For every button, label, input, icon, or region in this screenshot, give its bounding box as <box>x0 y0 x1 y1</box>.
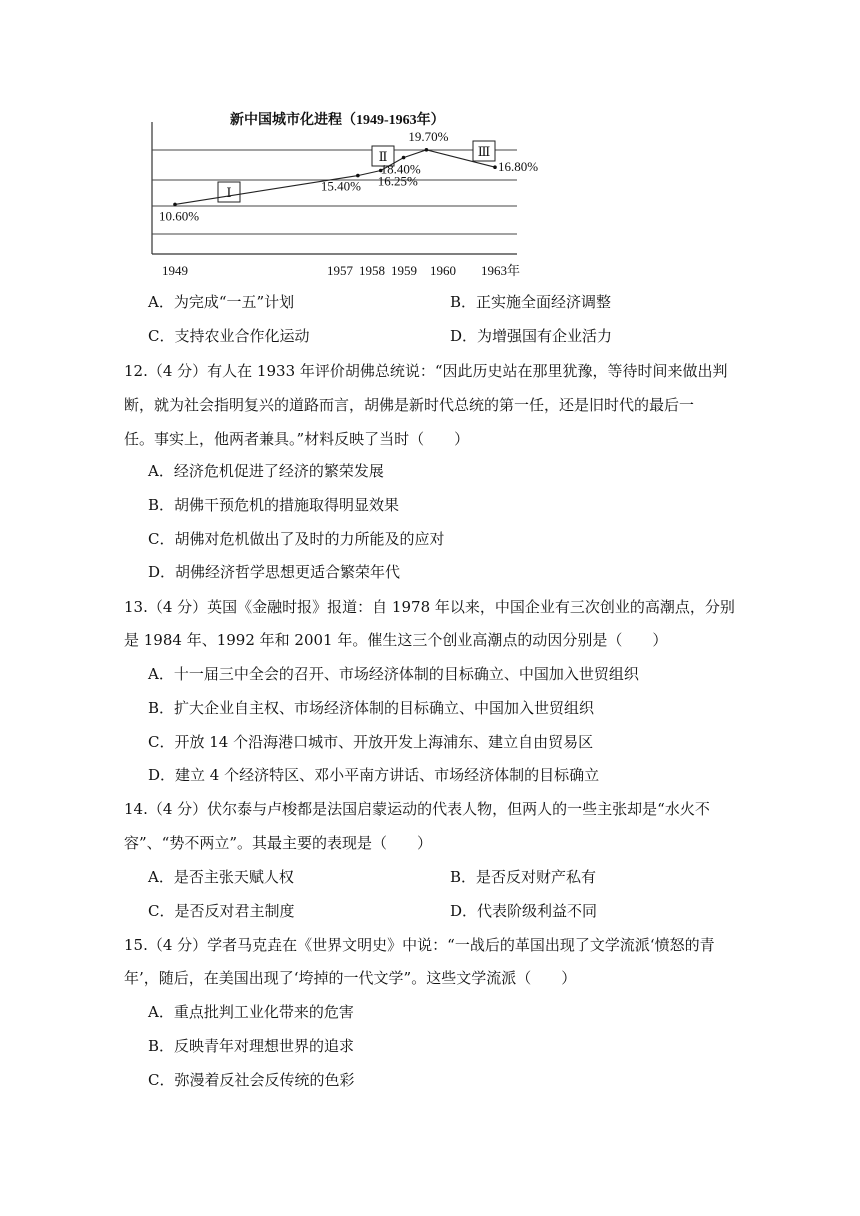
data-label-1957: 15.40% <box>320 178 361 194</box>
data-point-1960 <box>425 148 429 152</box>
q11-option-d: D．为增强国有企业活力 <box>450 327 613 345</box>
q12-stem-line1: 12.（4 分）有人在 1933 年评价胡佛总统说：“因此历史站在那里犹豫，等待时间来做出判 <box>124 362 728 380</box>
x-tick-1960: 1960 <box>430 263 456 278</box>
q14-option-b: B．是否反对财产私有 <box>450 868 597 886</box>
x-tick-1949: 1949 <box>162 263 188 278</box>
q13-option-c: C．开放 14 个沿海港口城市、开放开发上海浦东、建立自由贸易区 <box>148 733 594 751</box>
q15-option-a: A．重点批判工业化带来的危害 <box>148 1003 354 1021</box>
q15-option-b: B．反映青年对理想世界的追求 <box>148 1037 355 1055</box>
data-label-1949: 10.60% <box>159 208 200 224</box>
q14-option-c: C．是否反对君主制度 <box>148 902 295 920</box>
q14-option-a: A．是否主张天赋人权 <box>148 868 294 886</box>
x-tick-1959: 1959 <box>391 263 417 278</box>
data-point-1963 <box>493 165 497 169</box>
q11-option-a: A．为完成“一五”计划 <box>148 293 295 311</box>
stage-label-3: Ⅲ <box>477 144 491 159</box>
q13-stem-line2: 是 1984 年、1992 年和 2001 年。催生这三个创业高潮点的动因分别是（ ） <box>124 631 668 649</box>
q15-stem-line2: 年’，随后，在美国出现了‘垮掉的一代文学”。这些文学流派（ ） <box>124 969 577 987</box>
q14-stem-line1: 14.（4 分）伏尔泰与卢梭都是法国启蒙运动的代表人物，但两人的一些主张却是“水火不 <box>124 800 710 818</box>
chart-svg <box>140 104 560 284</box>
chart-title: 新中国城市化进程（1949-1963年） <box>230 113 445 128</box>
x-tick-labels <box>162 263 520 278</box>
q12-option-a: A．经济危机促进了经济的繁荣发展 <box>148 462 384 480</box>
q13-option-b: B．扩大企业自主权、市场经济体制的目标确立、中国加入世贸组织 <box>148 699 595 717</box>
data-label-1963: 16.80% <box>498 159 539 175</box>
q13-option-a: A．十一届三中全会的召开、市场经济体制的目标确立、中国加入世贸组织 <box>148 665 639 683</box>
q12-option-d: D．胡佛经济哲学思想更适合繁荣年代 <box>148 563 401 581</box>
x-tick-1957: 1957 <box>327 263 353 278</box>
q11-option-c: C．支持农业合作化运动 <box>148 327 310 345</box>
data-point-1949 <box>173 203 177 207</box>
q13-option-d: D．建立 4 个经济特区、邓小平南方讲话、市场经济体制的目标确立 <box>148 766 600 784</box>
q15-stem-line1: 15.（4 分）学者马克垚在《世界文明史》中说：“一战后的革国出现了文学流派‘愤怒的青 <box>124 936 715 954</box>
q11-option-b: B．正实施全面经济调整 <box>450 293 612 311</box>
data-point-1957 <box>356 174 360 178</box>
x-tick-1963: 1963年 <box>481 263 521 278</box>
q13-stem-line1: 13.（4 分）英国《金融时报》报道：自 1978 年以来，中国企业有三次创业的高潮点，分别 <box>124 598 735 616</box>
stage-label-2: Ⅱ <box>378 149 388 164</box>
q12-option-b: B．胡佛干预危机的措施取得明显效果 <box>148 496 400 514</box>
q12-stem-line2: 断，就为社会指明复兴的道路而言，胡佛是新时代总统的第一任，还是旧时代的最后一 <box>124 396 695 414</box>
urbanization-chart <box>140 104 560 284</box>
data-label-1960: 19.70% <box>408 128 449 144</box>
q14-stem-line2: 容”、“势不两立”。其最主要的表现是（ ） <box>124 834 433 852</box>
q12-stem-line3: 任。事实上，他两者兼具。”材料反映了当时（ ） <box>124 430 470 448</box>
data-label-1959: 18.40% <box>380 161 421 177</box>
q15-option-c: C．弥漫着反社会反传统的色彩 <box>148 1071 355 1089</box>
q12-option-c: C．胡佛对危机做出了及时的力所能及的应对 <box>148 530 445 548</box>
stage-label-1: Ⅰ <box>226 185 232 200</box>
data-label-1958: 16.25% <box>377 173 418 189</box>
q14-option-d: D．代表阶级利益不同 <box>450 902 598 920</box>
data-point-1959 <box>402 156 406 160</box>
series-urbanization <box>173 148 497 206</box>
x-tick-1958: 1958 <box>359 263 385 278</box>
